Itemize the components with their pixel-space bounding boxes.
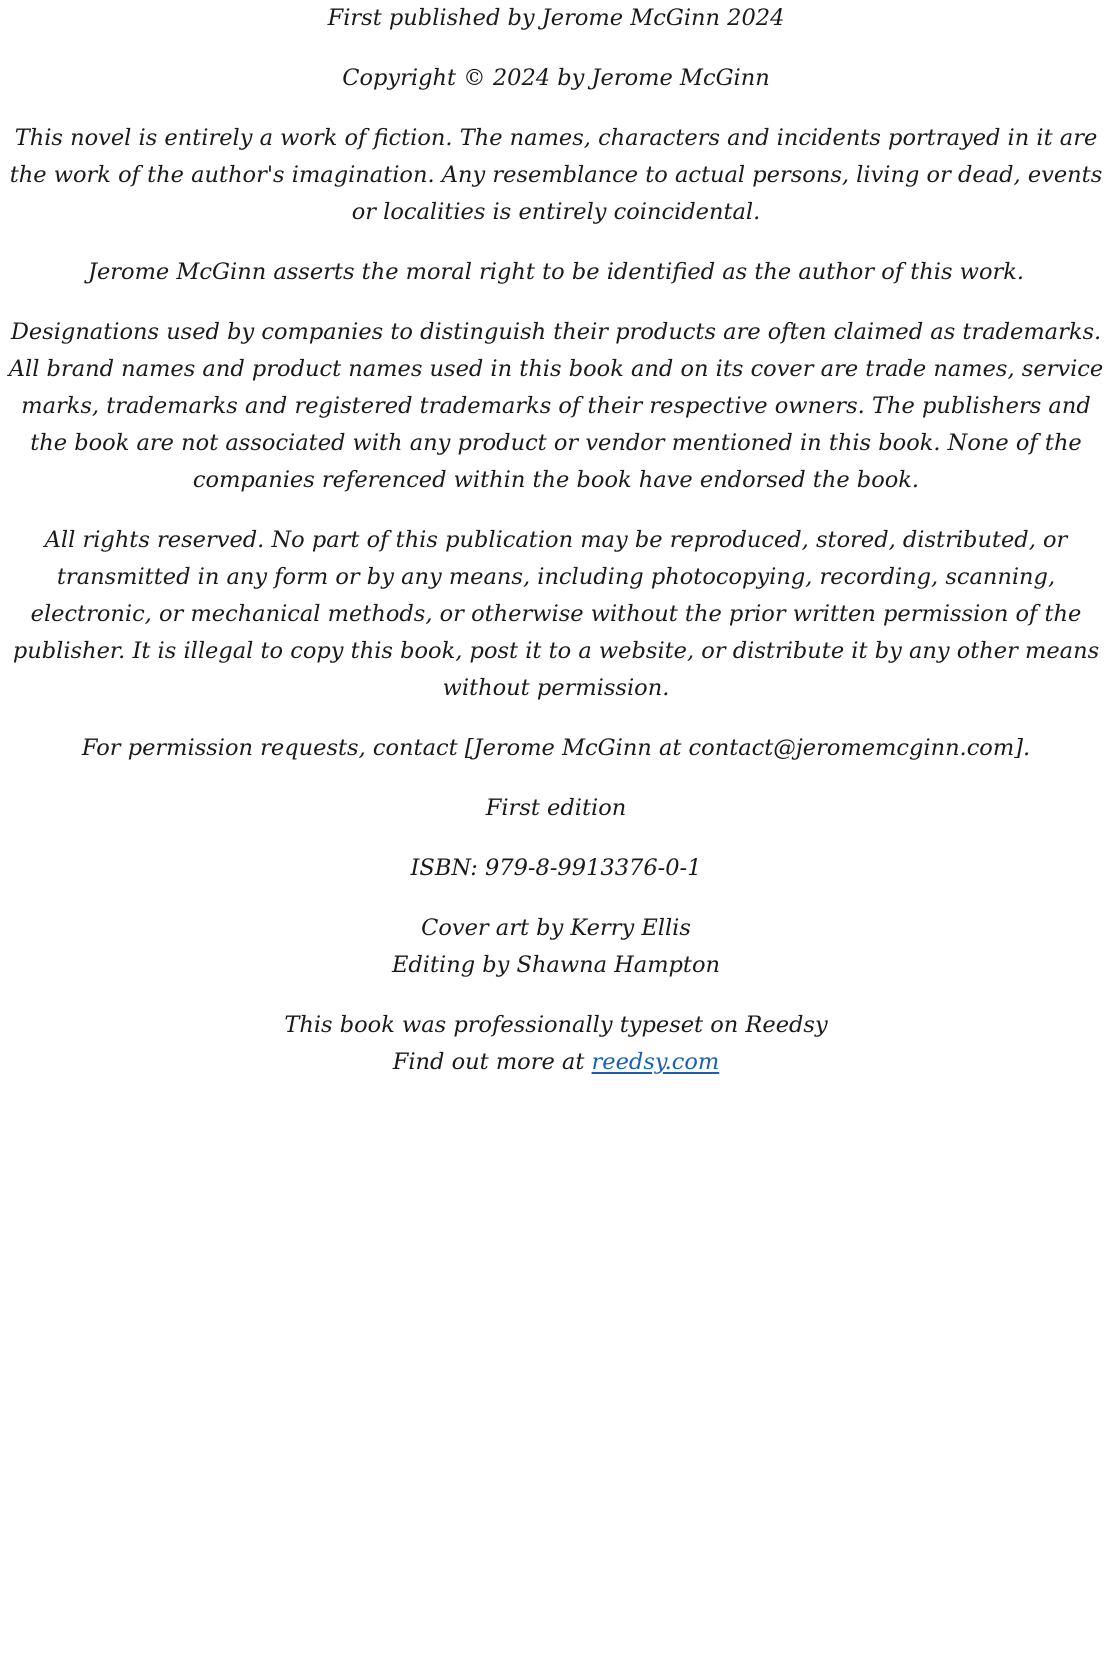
rights-reserved-notice: All rights reserved. No part of this publication may be reproduced, stored, distributed, or transmitted in any form or by any means, including photocopying, recording, scanning, electronic, or mechanical methods, or otherwise without the prior written permission of the publisher. It is illegal to copy this book, post it to a website, or distribute it by any other means without permission.	[12, 527, 1100, 701]
credits-block	[4, 910, 1108, 984]
isbn-line: ISBN: 979-8-9913376-0-1	[410, 855, 702, 881]
edition-line: First edition	[485, 795, 627, 821]
find-out-prefix: Find out more at	[392, 1049, 592, 1075]
first-published-line: First published by Jerome McGinn 2024	[327, 5, 785, 31]
typeset-block	[4, 1007, 1108, 1081]
reedsy-link[interactable]: reedsy.com	[591, 1049, 720, 1075]
moral-right-statement: Jerome McGinn asserts the moral right to be identified as the author of this work.	[87, 259, 1025, 285]
cover-art-credit: Cover art by Kerry Ellis	[421, 915, 691, 941]
fiction-disclaimer: This novel is entirely a work of fiction. The names, characters and incidents portrayed in it are the work of the author's imagination. Any resemblance to actual persons, living or dead, events or localities is entirely coincidental.	[9, 125, 1103, 225]
editing-credit: Editing by Shawna Hampton	[391, 952, 721, 978]
typeset-note: This book was professionally typeset on Reedsy	[284, 1012, 828, 1038]
copyright-line: Copyright © 2024 by Jerome McGinn	[342, 65, 770, 91]
permission-requests-line: For permission requests, contact [Jerome McGinn at contact@jeromemcginn.com].	[81, 735, 1031, 761]
trademarks-notice: Designations used by companies to distinguish their products are often claimed as trademarks. All brand names and product names used in this book and on its cover are trade names, service marks, trademarks and registered trademarks of their respective owners. The publishers and the book are not associated with any product or vendor mentioned in this book. None of the companies referenced within the book have endorsed the book.	[8, 319, 1104, 493]
